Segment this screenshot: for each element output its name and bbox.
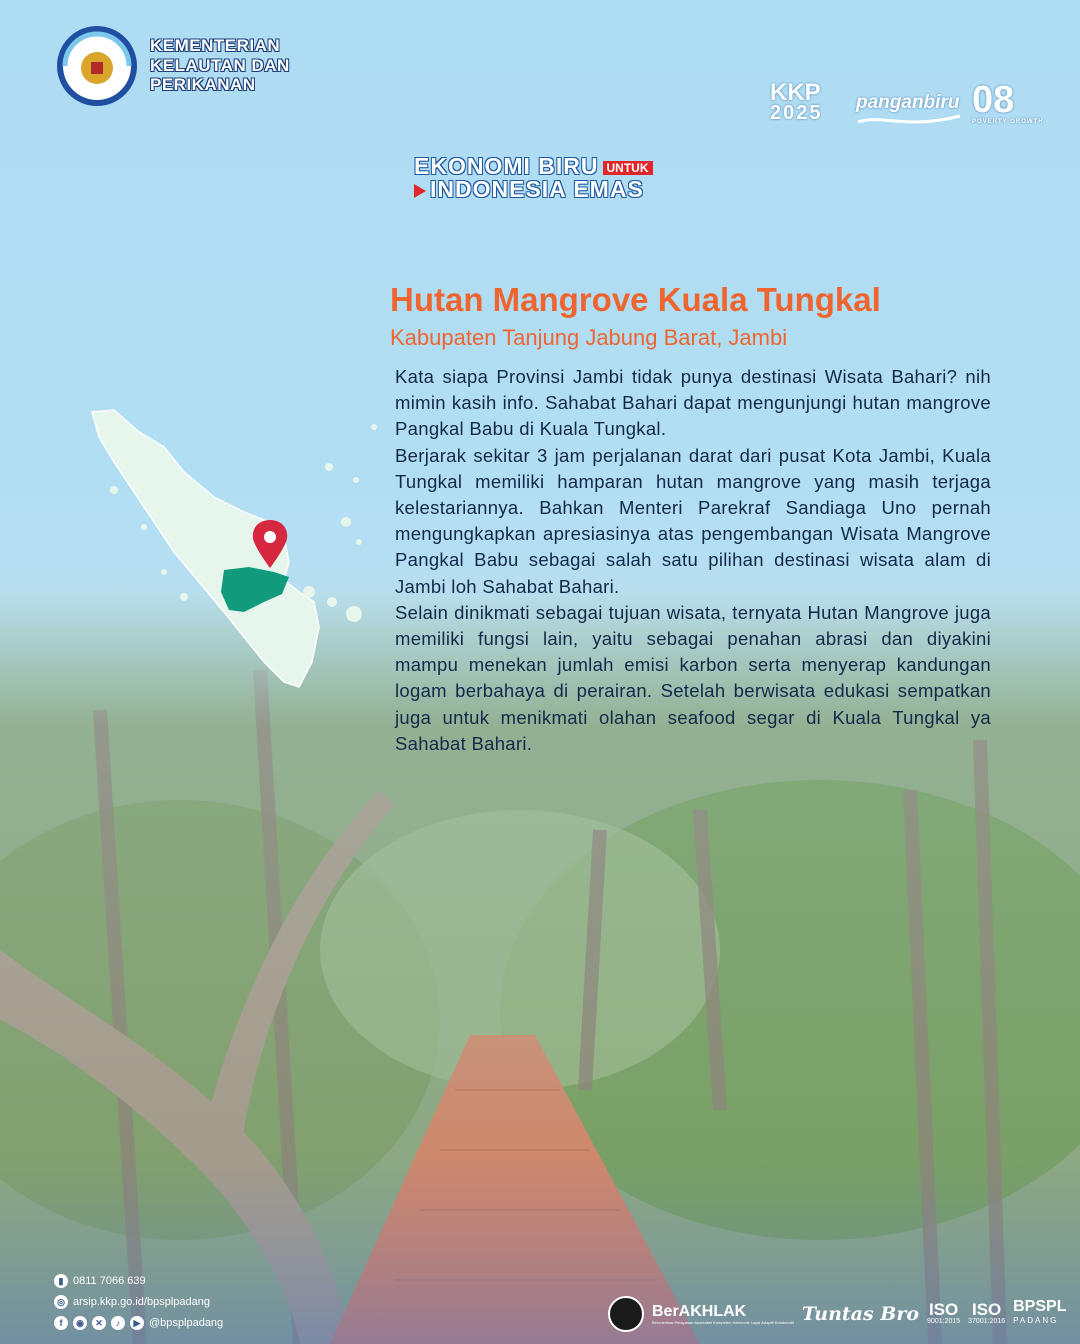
contact-info	[54, 1270, 223, 1333]
eight-subtitle: POVERTY GROWTH	[972, 119, 1044, 125]
article-paragraph-2: Berjarak sekitar 3 jam perjalanan darat dari pusat Kota Jambi, Kuala Tungkal memiliki hamparan hutan mangrove yang masih terjaga kelestariannya. Bahkan Menteri Parekraf Sandiaga Uno pernah mengungkapkan apresiasinya atas pengembangan Wisata Mangrove Pangkal Babu sebagai salah satu pilihan destinasi wisata alam di Jambi loh Sahabat Bahari.	[395, 444, 991, 597]
sumatra-map	[84, 402, 384, 692]
instagram-icon[interactable]: ◉	[73, 1316, 87, 1330]
iso-37001-logo	[968, 1302, 1005, 1326]
kkp-2025-logo	[770, 79, 848, 124]
iso-37001-label: ISO	[971, 1300, 1002, 1319]
tiktok-icon[interactable]: ♪	[111, 1316, 125, 1330]
partner-logos	[770, 80, 1044, 126]
iso-9001-label: ISO	[928, 1300, 959, 1319]
youtube-icon[interactable]: ▶	[130, 1316, 144, 1330]
article-body	[395, 364, 991, 757]
kkp-year: 2025	[770, 102, 823, 124]
tuntas-bro-logo: Tuntas Bro	[801, 1303, 920, 1325]
red-triangle-icon	[414, 184, 426, 198]
kkp-label: KKP	[770, 79, 821, 106]
bpspl-label: BPSPL	[1013, 1298, 1067, 1315]
article-subtitle: Kabupaten Tanjung Jabung Barat, Jambi	[390, 325, 788, 350]
berakhlak-subtitle: Berorientasi Pelayanan Akuntabel Kompeten Harmonis Loyal Adaptif Kolaboratif	[652, 1319, 794, 1325]
wave-icon	[856, 112, 962, 130]
x-icon[interactable]: ✕	[92, 1316, 106, 1330]
panganbiru-logo	[856, 92, 964, 114]
social-handle[interactable]: @bpsplpadang	[149, 1316, 224, 1329]
ministry-line-2: KELAUTAN DAN	[150, 55, 290, 75]
website-link[interactable]: arsip.kkp.go.id/bpsplpadang	[73, 1295, 210, 1308]
government-seal-icon	[608, 1296, 644, 1332]
iso-9001-logo	[927, 1302, 960, 1326]
berakhlak-logo	[652, 1304, 794, 1325]
iso-9001-number: 9001:2015	[927, 1318, 961, 1325]
campaign-line-2: INDONESIA EMAS	[430, 176, 644, 202]
bpspl-city: PADANG	[1013, 1316, 1059, 1325]
campaign-badge: UNTUK	[603, 161, 653, 175]
panganbiru-label: panganbiru	[856, 92, 960, 113]
bpspl-logo	[1013, 1300, 1066, 1328]
article-title: Hutan Mangrove Kuala Tungkal	[390, 281, 881, 318]
berakhlak-label: BerAKHLAK	[652, 1302, 747, 1320]
article-paragraph-3: Selain dinikmati sebagai tujuan wisata, ternyata Hutan Mangrove juga memiliki fungsi lain, yaitu sebagai penahan abrasi dan diyakini mampu menekan jumlah emisi karbon serta menyerap kandungan logam berbahaya di perairan. Setelah berwisata edukasi sempatkan juga untuk menikmati olahan seafood segar di Kuala Tungkal ya Sahabat Bahari.	[395, 601, 991, 754]
sumatra-island-shape	[92, 410, 319, 687]
phone-icon: ▮	[54, 1274, 68, 1288]
footer-logos	[608, 1296, 1066, 1332]
globe-icon: ◎	[54, 1295, 68, 1309]
campaign-logo	[414, 154, 653, 200]
ministry-line-1: KEMENTERIAN	[150, 36, 281, 55]
campaign-line-1: EKONOMI BIRU	[414, 153, 599, 179]
phone-number: 0811 7066 639	[73, 1274, 146, 1287]
facebook-icon[interactable]: f	[54, 1316, 68, 1330]
eight-number: 08	[972, 79, 1015, 121]
kkp-ministry-logo	[55, 24, 139, 108]
asta-cita-logo	[972, 81, 1044, 125]
article-paragraph-1: Kata siapa Provinsi Jambi tidak punya destinasi Wisata Bahari? nih mimin kasih info. Sahabat Bahari dapat mengunjungi hutan mangrove Pangkal Babu di Kuala Tungkal.	[395, 366, 991, 440]
ministry-line-3: PERIKANAN	[150, 75, 256, 94]
iso-37001-number: 37001:2016	[968, 1318, 1006, 1325]
ministry-name	[150, 36, 290, 95]
